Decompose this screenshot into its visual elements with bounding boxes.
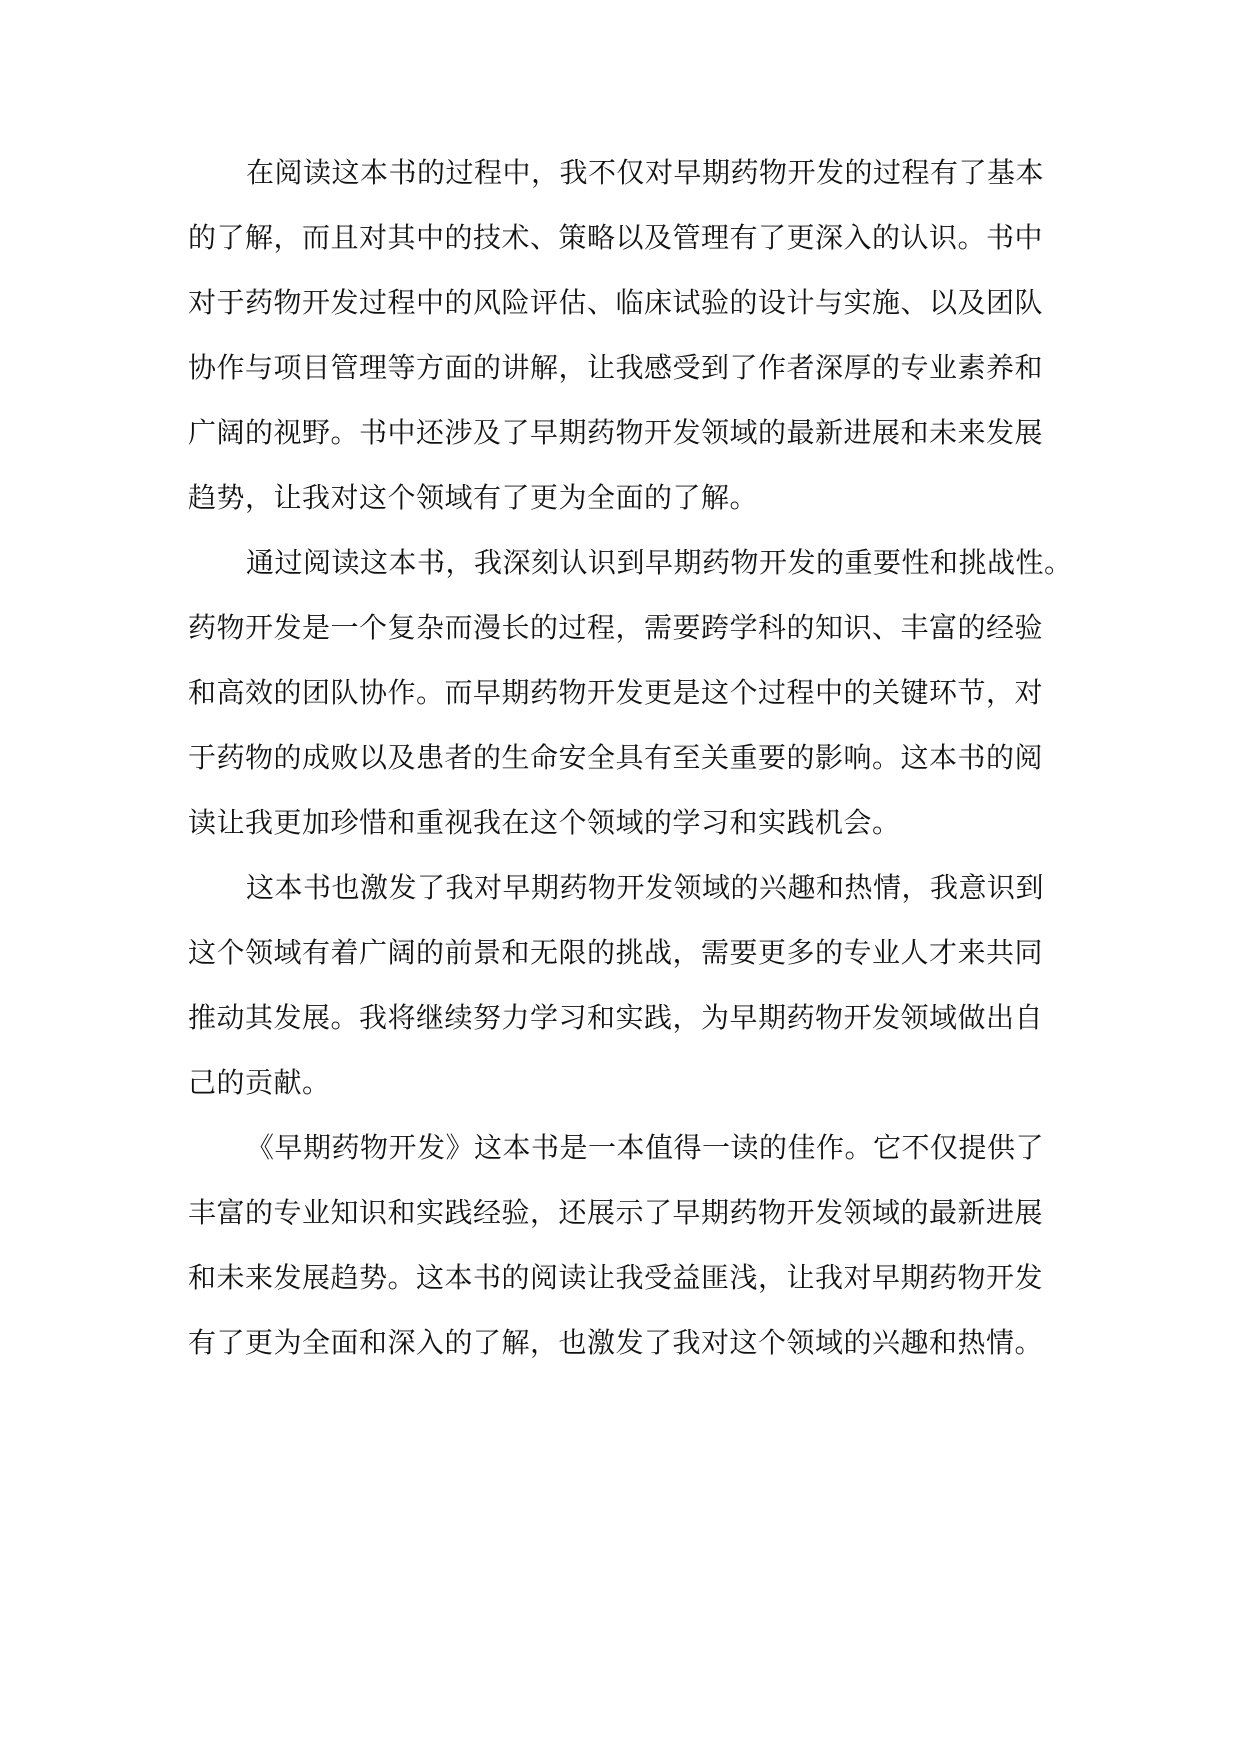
text-line: 的了解，而且对其中的技术、策略以及管理有了更深入的认识。书中	[188, 221, 1044, 254]
document-body	[188, 140, 1073, 1375]
text-line: 通过阅读这本书，我深刻认识到早期药物开发的重要性和挑战性。	[246, 546, 1073, 579]
text-line: 这本书也激发了我对早期药物开发领域的兴趣和热情，我意识到	[246, 871, 1045, 904]
text-line: 药物开发是一个复杂而漫长的过程，需要跨学科的知识、丰富的经验	[188, 611, 1044, 644]
text-line: 这个领域有着广阔的前景和无限的挑战，需要更多的专业人才来共同	[188, 936, 1044, 969]
text-line: 有了更为全面和深入的了解，也激发了我对这个领域的兴趣和热情。	[188, 1326, 1044, 1359]
paragraph-3	[188, 855, 1060, 1115]
text-line: 和高效的团队协作。而早期药物开发更是这个过程中的关键环节，对	[188, 676, 1044, 709]
text-line: 广阔的视野。书中还涉及了早期药物开发领域的最新进展和未来发展	[188, 416, 1044, 449]
text-line: 于药物的成败以及患者的生命安全具有至关重要的影响。这本书的阅	[188, 741, 1044, 774]
text-line: 和未来发展趋势。这本书的阅读让我受益匪浅，让我对早期药物开发	[188, 1261, 1044, 1294]
text-line: 读让我更加珍惜和重视我在这个领域的学习和实践机会。	[188, 806, 901, 839]
text-line: 对于药物开发过程中的风险评估、临床试验的设计与实施、以及团队	[188, 286, 1044, 319]
text-line: 《早期药物开发》这本书是一本值得一读的佳作。它不仅提供了	[246, 1131, 1045, 1164]
text-line: 丰富的专业知识和实践经验，还展示了早期药物开发领域的最新进展	[188, 1196, 1044, 1229]
text-line: 趋势，让我对这个领域有了更为全面的了解。	[188, 481, 759, 514]
text-line: 己的贡献。	[188, 1066, 331, 1099]
paragraph-4	[188, 1115, 1060, 1375]
paragraph-1	[188, 140, 1060, 530]
text-line: 协作与项目管理等方面的讲解，让我感受到了作者深厚的专业素养和	[188, 351, 1044, 384]
text-line: 在阅读这本书的过程中，我不仅对早期药物开发的过程有了基本	[246, 156, 1045, 189]
paragraph-2	[188, 530, 1073, 855]
text-line: 推动其发展。我将继续努力学习和实践，为早期药物开发领域做出自	[188, 1001, 1044, 1034]
